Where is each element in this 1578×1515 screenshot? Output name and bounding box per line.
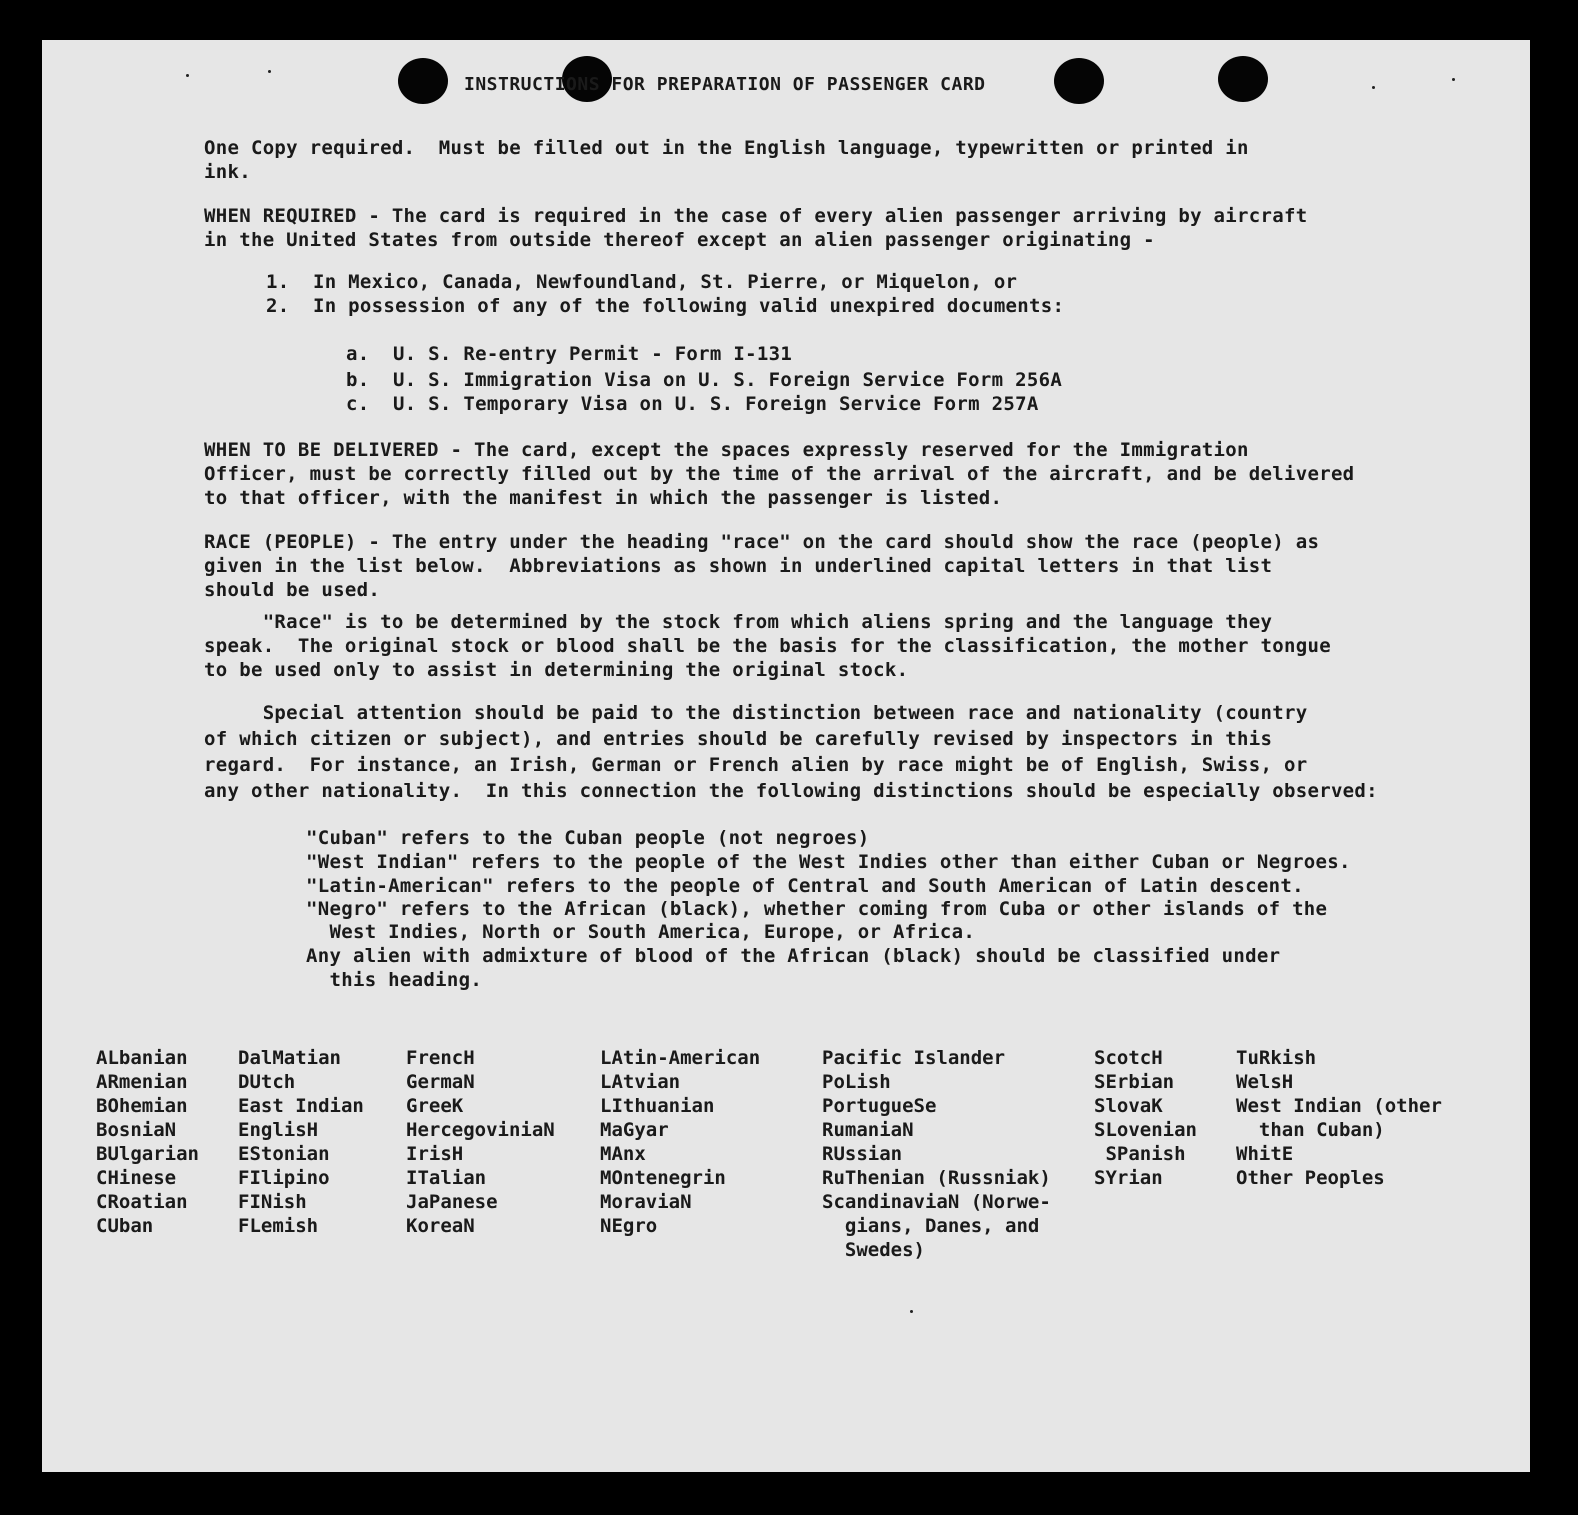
distinction-item: Any alien with admixture of blood of the African (black) should be classified under this heading. [306, 945, 1281, 991]
race-entry: MOntenegrin [600, 1167, 726, 1189]
race-entry: WelsH [1236, 1071, 1294, 1093]
speck [910, 1310, 913, 1313]
distinction-item: "Negro" refers to the African (black), whether coming from Cuba or other islands of the West Indies, North or South America, Europe, or Africa. [306, 898, 1328, 943]
race-column [822, 1046, 1051, 1262]
speck [1452, 78, 1455, 81]
paragraph-when-delivered: WHEN TO BE DELIVERED - The card, except the spaces expressly reserved for the Immigration Officer, must be correctly filled out by the time of the arrival of the aircraft, and be delivered to that officer, with the manifest in which the passenger is listed. [204, 439, 1355, 509]
list-item: b. U. S. Immigration Visa on U. S. Foreign Service Form 256A [346, 369, 1063, 391]
race-entry: FLemish [238, 1215, 319, 1237]
list-item: c. U. S. Temporary Visa on U. S. Foreign Service Form 257A [346, 393, 1039, 415]
paragraph-special-attention: Special attention should be paid to the distinction between race and nationality (country of which citizen or subject), and entries should be carefully revised by inspectors in this regard. For instance, an Irish, German or French alien by race might be of English, Swiss, or any other nationality. In this connection the following distinctions should be especially observed: [204, 702, 1378, 802]
paragraph-race-stock: "Race" is to be determined by the stock from which aliens spring and the language they speak. The original stock or blood shall be the basis for the classification, the mother tongue to be used only to assist in determining the original stock. [204, 611, 1331, 681]
race-entry: SPanish [1094, 1143, 1186, 1165]
race-entry: West Indian (other [1236, 1095, 1442, 1117]
race-entry: gians, Danes, and [822, 1215, 1040, 1237]
race-column [600, 1046, 760, 1238]
race-entry: TuRkish [1236, 1047, 1317, 1069]
race-entry: SlovaK [1094, 1095, 1163, 1117]
race-entry: Pacific Islander [822, 1047, 1006, 1069]
race-entry: NEgro [600, 1215, 658, 1237]
race-entry: MoraviaN [600, 1191, 692, 1213]
race-entry: LAtvian [600, 1071, 681, 1093]
race-entry: SLovenian [1094, 1119, 1197, 1141]
race-entry: MaGyar [600, 1119, 669, 1141]
race-entry: PortugueSe [822, 1095, 937, 1117]
race-entry: FrencH [406, 1047, 475, 1069]
list-item: a. U. S. Re-entry Permit - Form I-131 [346, 343, 793, 365]
race-column [238, 1046, 364, 1238]
race-entry: CHinese [96, 1167, 177, 1189]
race-entry: East Indian [238, 1095, 364, 1117]
race-entry: PoLish [822, 1071, 891, 1093]
race-entry: ScotcH [1094, 1047, 1163, 1069]
list-item: 1. In Mexico, Canada, Newfoundland, St. Pierre, or Miquelon, or [266, 271, 1018, 293]
race-entry: RUssian [822, 1143, 903, 1165]
race-entry: BUlgarian [96, 1143, 199, 1165]
speck [268, 70, 271, 73]
race-entry: RuThenian (Russniak) [822, 1167, 1051, 1189]
punch-hole [398, 58, 448, 104]
punch-hole [1054, 58, 1104, 104]
paragraph-copy: One Copy required. Must be filled out in the English language, typewritten or printed in ink. [204, 137, 1249, 183]
race-entry: FINish [238, 1191, 307, 1213]
punch-hole [1218, 56, 1268, 102]
race-entry: DUtch [238, 1071, 296, 1093]
race-entry: SYrian [1094, 1167, 1163, 1189]
page-title: INSTRUCTIONS FOR PREPARATION OF PASSENGER CARD [464, 74, 986, 95]
race-entry: ALbanian [96, 1047, 188, 1069]
race-entry: ITalian [406, 1167, 487, 1189]
speck [186, 74, 189, 77]
race-entry: DalMatian [238, 1047, 341, 1069]
race-entry: Swedes) [822, 1239, 925, 1261]
race-entry: BosniaN [96, 1119, 177, 1141]
paragraph-race-people: RACE (PEOPLE) - The entry under the heading "race" on the card should show the race (people) as given in the list below. Abbreviations as shown in underlined capital letters in that list should be used. [204, 531, 1320, 601]
list-item: 2. In possession of any of the following valid unexpired documents: [266, 295, 1065, 317]
race-entry: ARmenian [96, 1071, 188, 1093]
race-entry: CUban [96, 1215, 154, 1237]
race-entry: BOhemian [96, 1095, 188, 1117]
race-entry: EnglisH [238, 1119, 319, 1141]
race-entry: ScandinaviaN (Norwe- [822, 1191, 1051, 1213]
race-entry: FIlipino [238, 1167, 330, 1189]
race-entry: LAtin-American [600, 1047, 761, 1069]
race-column [1094, 1046, 1197, 1190]
race-entry: GermaN [406, 1071, 475, 1093]
race-column [406, 1046, 555, 1238]
race-entry: LIthuanian [600, 1095, 715, 1117]
distinction-item: "Cuban" refers to the Cuban people (not negroes) [306, 827, 870, 849]
race-entry: MAnx [600, 1143, 646, 1165]
race-entry: RumaniaN [822, 1119, 914, 1141]
race-entry: than Cuban) [1236, 1119, 1385, 1141]
race-entry: JaPanese [406, 1191, 498, 1213]
document-page [42, 40, 1530, 1472]
race-column [1236, 1046, 1442, 1190]
race-entry: KoreaN [406, 1215, 475, 1237]
race-entry: IrisH [406, 1143, 464, 1165]
distinction-item: "West Indian" refers to the people of the West Indies other than either Cuban or Negroes. [306, 851, 1351, 873]
race-entry: HercegoviniaN [406, 1119, 555, 1141]
race-entry: SErbian [1094, 1071, 1175, 1093]
distinction-item: "Latin-American" refers to the people of Central and South American of Latin descent. [306, 875, 1304, 897]
race-entry: CRoatian [96, 1191, 188, 1213]
race-column [96, 1046, 199, 1238]
speck [1372, 86, 1375, 89]
race-entry: WhitE [1236, 1143, 1294, 1165]
race-entry: GreeK [406, 1095, 464, 1117]
race-entry: Other Peoples [1236, 1167, 1385, 1189]
paragraph-when-required: WHEN REQUIRED - The card is required in the case of every alien passenger arriving by aircraft in the United States from outside thereof except an alien passenger originating - [204, 205, 1308, 251]
race-entry: EStonian [238, 1143, 330, 1165]
